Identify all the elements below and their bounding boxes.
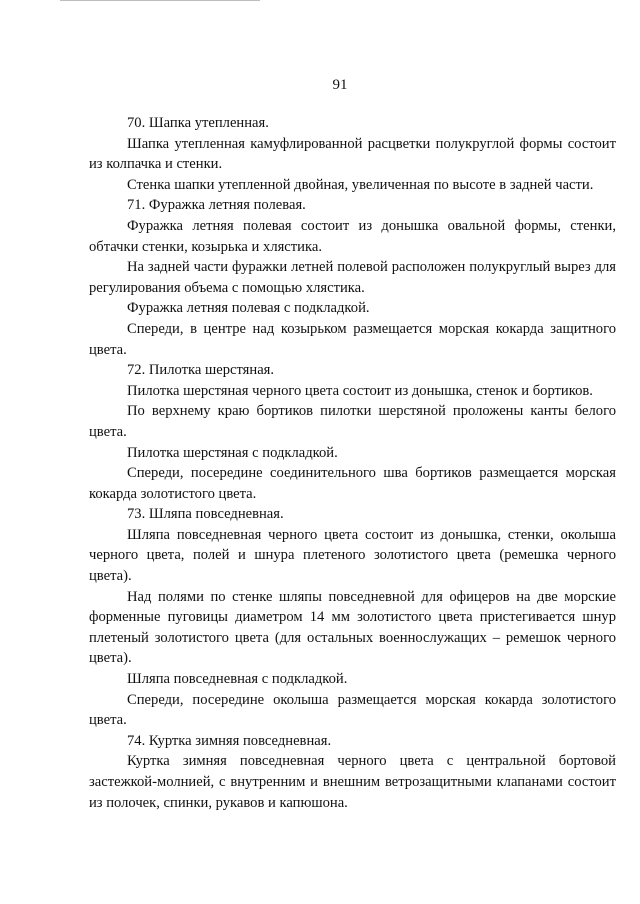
- paragraph: Спереди, посередине соединительного шва бортиков размещается морская кокарда золотистого цвета.: [89, 465, 616, 502]
- paragraph: На задней части фуражки летней полевой расположен полукруглый вырез для регулирования объема с помощью хлястика.: [89, 259, 616, 296]
- paragraph: Спереди, в центре над козырьком размещается морская кокарда защитного цвета.: [89, 320, 616, 358]
- section-heading-71: 71. Фуражка летняя полевая.: [127, 197, 306, 214]
- paragraph: Шляпа повседневная с подкладкой.: [127, 671, 348, 688]
- paragraph: Куртка зимняя повседневная черного цвета с центральной бортовой застежкой-молнией, с внутренним и внешним ветрозащитными клапанами состоит из полочек, спинки, рукавов и капюшона.: [89, 753, 616, 811]
- paragraph: Пилотка шерстяная черного цвета состоит из донышка, стенок и бортиков.: [127, 382, 593, 399]
- paragraph: Шляпа повседневная черного цвета состоит из донышка, стенки, околыша черного цвета, полей и шнура плетеного золотистого цвета (ремешка черного цвета).: [89, 526, 616, 585]
- paragraph: Над полями по стенке шляпы повседневной для офицеров на две морские форменные пуговицы диаметром 14 мм золотистого цвета пристегивается шнур плетеный золотистого цвета (для остальных военнослужащих – ремешок черного цвета).: [89, 588, 616, 667]
- section-heading-72: 72. Пилотка шерстяная.: [127, 362, 275, 379]
- paragraph: Стенка шапки утепленной двойная, увеличенная по высоте в задней части.: [127, 176, 594, 193]
- paragraph: Пилотка шерстяная с подкладкой.: [127, 444, 338, 461]
- scan-edge-line: [60, 0, 260, 1]
- paragraph: Фуражка летняя полевая с подкладкой.: [127, 300, 370, 317]
- section-heading-70: 70. Шапка утепленная.: [127, 115, 269, 131]
- section-heading-73: 73. Шляпа повседневная.: [127, 506, 284, 523]
- paragraph: Спереди, посередине околыша размещается морская кокарда золотистого цвета.: [89, 691, 616, 729]
- section-heading-74: 74. Куртка зимняя повседневная.: [127, 732, 332, 749]
- paragraph: По верхнему краю бортиков пилотки шерстяной проложены канты белого цвета.: [89, 403, 616, 440]
- page-number: 91: [332, 77, 348, 93]
- document-body: [89, 113, 616, 813]
- paragraph: Фуражка летняя полевая состоит из донышка овальной формы, стенки, обтачки стенки, козырька и хлястика.: [89, 217, 616, 255]
- paragraph: Шапка утепленная камуфлированной расцветки полукруглой формы состоит из колпачка и стенки.: [89, 135, 616, 173]
